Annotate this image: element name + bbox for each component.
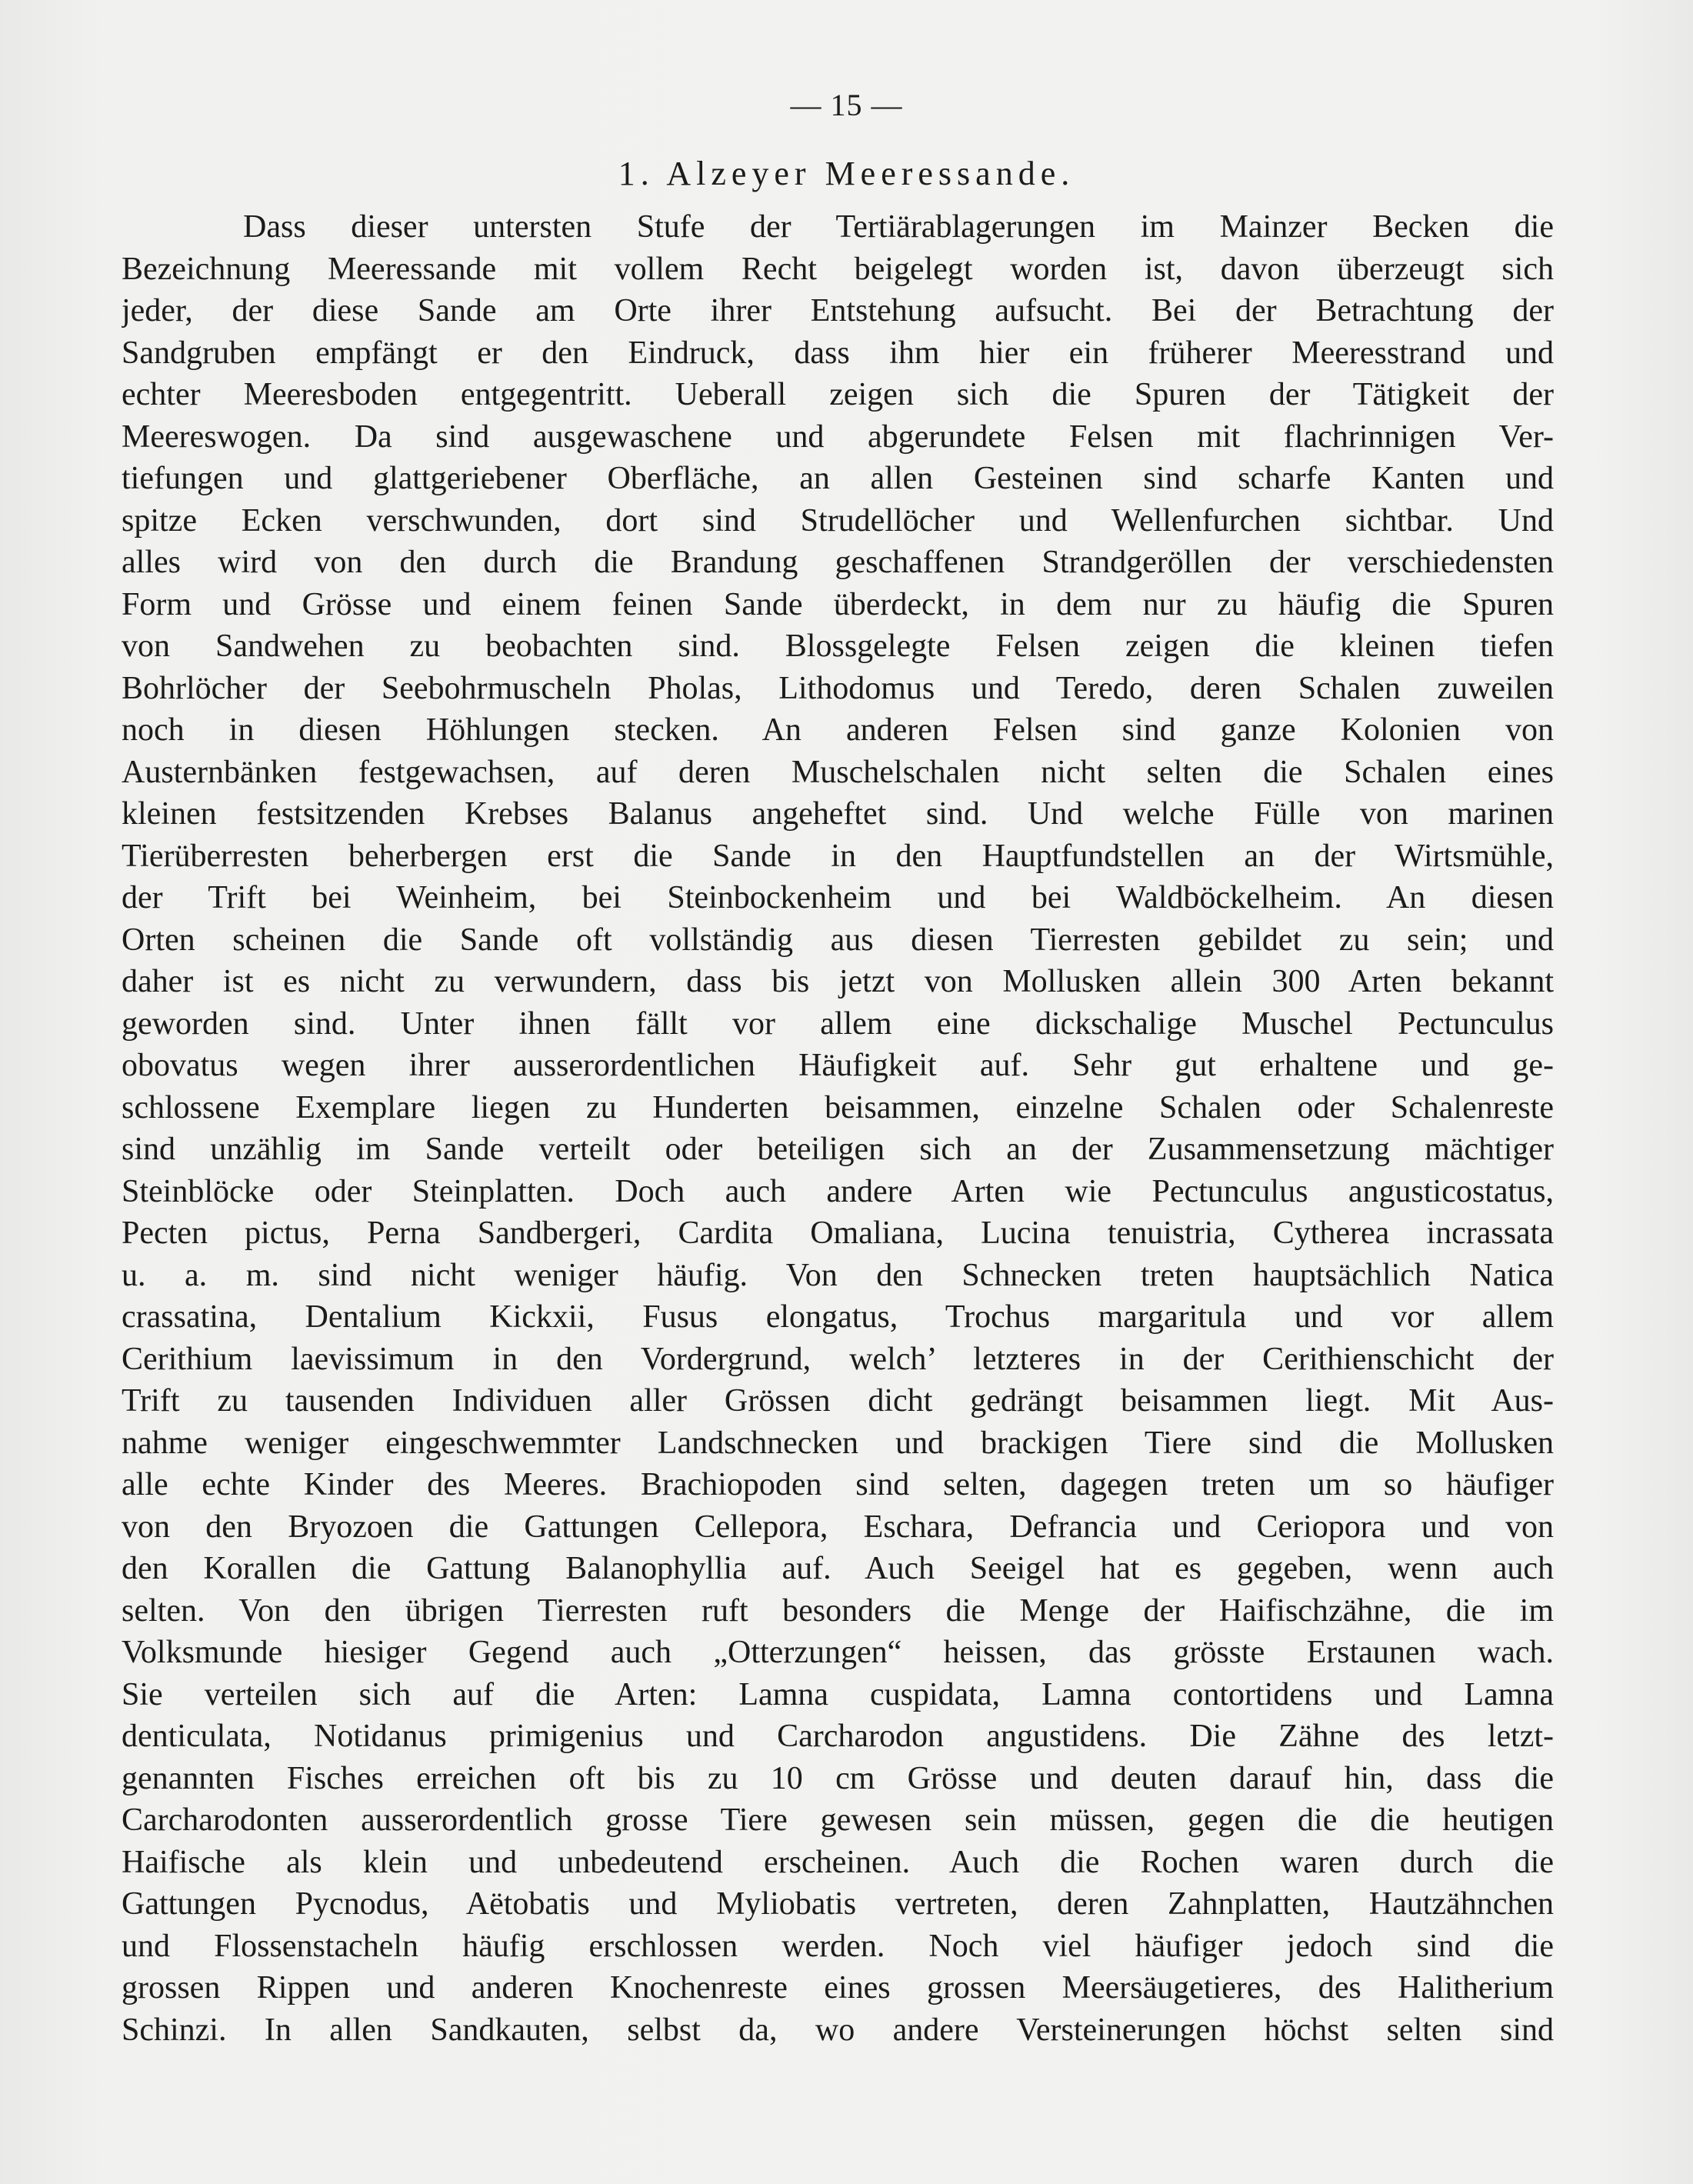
text-line: Bezeichnung Meeressande mit vollem Recht beigelegt worden ist, davon überzeugt sich bbox=[122, 251, 1554, 287]
text-line: tiefungen und glattgeriebener Oberfläche, an allen Gesteinen sind scharfe Kanten und bbox=[122, 461, 1554, 496]
text-line: Austernbänken festgewachsen, auf deren Muschelschalen nicht selten die Schalen eines bbox=[122, 754, 1554, 790]
text-line: genannten Fisches erreichen oft bis zu 10 cm Grösse und deuten darauf hin, dass die bbox=[122, 1760, 1554, 1796]
text-line: nahme weniger eingeschwemmter Landschnecken und brackigen Tiere sind die Mollusken bbox=[122, 1425, 1554, 1461]
text-line: grossen Rippen und anderen Knochenreste eines grossen Meersäugetieres, des Halitherium bbox=[122, 1970, 1554, 2006]
text-line: alles wird von den durch die Brandung geschaffenen Strandgeröllen der verschiedensten bbox=[122, 545, 1554, 580]
text-line: Carcharodonten ausserordentlich grosse Tiere gewesen sein müssen, gegen die die heutigen bbox=[122, 1802, 1554, 1838]
text-line: kleinen festsitzenden Krebses Balanus angeheftet sind. Und welche Fülle von marinen bbox=[122, 796, 1554, 832]
text-line: Gattungen Pycnodus, Aëtobatis und Myliobatis vertreten, deren Zahnplatten, Hautzähnchen bbox=[122, 1886, 1554, 1922]
text-line: spitze Ecken verschwunden, dort sind Strudellöcher und Wellenfurchen sichtbar. Und bbox=[122, 502, 1554, 538]
text-line: von den Bryozoen die Gattungen Cellepora, Eschara, Defrancia und Ceriopora und von bbox=[122, 1509, 1554, 1545]
text-line: Dass dieser untersten Stufe der Tertiärablagerungen im Mainzer Becken die bbox=[243, 209, 1554, 245]
text-line: Tierüberresten beherbergen erst die Sande in den Hauptfundstellen an der Wirtsmühle, bbox=[122, 838, 1554, 874]
text-line: crassatina, Dentalium Kickxii, Fusus elongatus, Trochus margaritula und vor allem bbox=[122, 1299, 1554, 1335]
text-line: von Sandwehen zu beobachten sind. Blossgelegte Felsen zeigen die kleinen tiefen bbox=[122, 629, 1554, 664]
text-line: Haifische als klein und unbedeutend erscheinen. Auch die Rochen waren durch die bbox=[122, 1844, 1554, 1880]
text-line: und Flossenstacheln häufig erschlossen werden. Noch viel häufiger jedoch sind die bbox=[122, 1928, 1554, 1964]
text-line: Form und Grösse und einem feinen Sande überdeckt, in dem nur zu häufig die Spuren bbox=[122, 586, 1554, 622]
text-line: Sandgruben empfängt er den Eindruck, dass ihm hier ein früherer Meeresstrand und bbox=[122, 335, 1554, 371]
text-line: Volksmunde hiesiger Gegend auch „Otterzungen“ heissen, das grösste Erstaunen wach. bbox=[122, 1635, 1554, 1670]
text-line: echter Meeresboden entgegentritt. Ueberall zeigen sich die Spuren der Tätigkeit der bbox=[122, 377, 1554, 412]
text-line: geworden sind. Unter ihnen fällt vor allem eine dickschalige Muschel Pectunculus bbox=[122, 1005, 1554, 1042]
text-line: Steinblöcke oder Steinplatten. Doch auch andere Arten wie Pectunculus angusticostatus, bbox=[122, 1173, 1554, 1209]
text-line: sind unzählig im Sande verteilt oder beteiligen sich an der Zusammensetzung mächtiger bbox=[122, 1132, 1554, 1167]
text-line: daher ist es nicht zu verwundern, dass bis jetzt von Mollusken allein 300 Arten bekannt bbox=[122, 964, 1554, 999]
text-line: denticulata, Notidanus primigenius und Carcharodon angustidens. Die Zähne des letzt- bbox=[122, 1719, 1554, 1754]
page-number: — 15 — bbox=[790, 88, 903, 122]
text-line: den Korallen die Gattung Balanophyllia auf. Auch Seeigel hat es gegeben, wenn auch bbox=[122, 1551, 1554, 1586]
text-line: Cerithium laevissimum in den Vordergrund, welch’ letzteres in der Cerithienschicht der bbox=[122, 1341, 1554, 1377]
text-line: obovatus wegen ihrer ausserordentlichen Häufigkeit auf. Sehr gut erhaltene und ge- bbox=[122, 1048, 1554, 1083]
text-line: Sie verteilen sich auf die Arten: Lamna cuspidata, Lamna contortidens und Lamna bbox=[122, 1676, 1554, 1712]
text-line: u. a. m. sind nicht weniger häufig. Von den Schnecken treten hauptsächlich Natica bbox=[122, 1257, 1554, 1293]
text-line: Meereswogen. Da sind ausgewaschene und abgerundete Felsen mit flachrinnigen Ver- bbox=[122, 418, 1554, 455]
body-paragraph bbox=[122, 206, 1554, 2051]
text-line: Schinzi. In allen Sandkauten, selbst da, wo andere Versteinerungen höchst selten sind bbox=[122, 2012, 1554, 2048]
text-line: alle echte Kinder des Meeres. Brachiopoden sind selten, dagegen treten um so häufiger bbox=[122, 1467, 1554, 1502]
text-line: Bohrlöcher der Seebohrmuscheln Pholas, Lithodomus und Teredo, deren Schalen zuweilen bbox=[122, 670, 1554, 706]
text-line: Pecten pictus, Perna Sandbergeri, Cardita Omaliana, Lucina tenuistria, Cytherea incrassata bbox=[122, 1215, 1554, 1251]
text-line: Orten scheinen die Sande oft vollständig aus diesen Tierresten gebildet zu sein; und bbox=[122, 922, 1554, 958]
text-line: schlossene Exemplare liegen zu Hunderten beisammen, einzelne Schalen oder Schalenreste bbox=[122, 1089, 1554, 1125]
text-line: der Trift bei Weinheim, bei Steinbockenheim und bei Waldböckelheim. An diesen bbox=[122, 880, 1554, 915]
section-heading: 1. Alzeyer Meeressande. bbox=[618, 155, 1075, 192]
text-line: jeder, der diese Sande am Orte ihrer Entstehung aufsucht. Bei der Betrachtung der bbox=[122, 293, 1554, 328]
text-line: Trift zu tausenden Individuen aller Grössen dicht gedrängt beisammen liegt. Mit Aus- bbox=[122, 1383, 1554, 1419]
text-line: noch in diesen Höhlungen stecken. An anderen Felsen sind ganze Kolonien von bbox=[122, 712, 1554, 748]
text-line: selten. Von den übrigen Tierresten ruft besonders die Menge der Haifischzähne, die im bbox=[122, 1592, 1554, 1629]
